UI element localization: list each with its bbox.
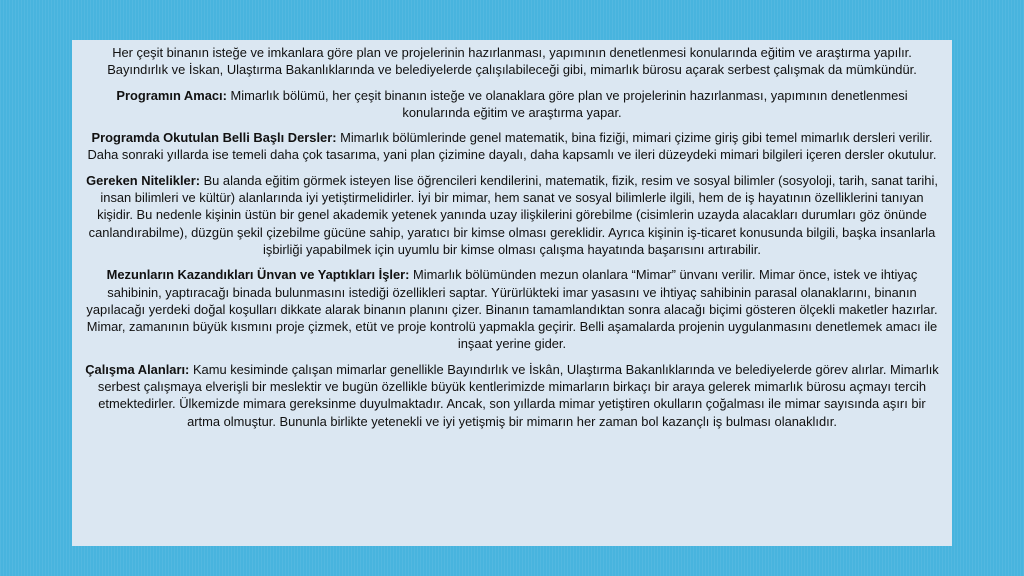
requirements-paragraph [84, 172, 940, 258]
work-areas-text: Kamu kesiminde çalışan mimarlar genellikle Bayındırlık ve İskân, Ulaştırma Bakanlıklarında ve belediyelerde görev alırlar. Mimarlık serbest çalışmaya elverişli bir meslektir ve bugün özellikle büyük kentlerimizde mimarların birkaçı bir araya gelerek mimarlık bürosu açmayı tercih etmektedirler. Ülkemizde mimara gereksinme duyulmaktadır. Ancak, son yıllarda mimar yetiştiren okulların çoğalması ile mimar sayısında aşırı bir artma olmuştur. Bununla birlikte yetenekli ve iyi yetişmiş bir mimarın her zaman bol kazançlı iş bulması olanaklıdır. [97, 361, 939, 429]
work-areas-paragraph [84, 361, 940, 430]
graduates-text: Mimarlık bölümünden mezun olanlara “Mimar” ünvanı verilir. Mimar önce, istek ve ihtiyaç sahibinin, yaptıracağı binada bulunmasını istediği özellikleri saptar. Yürürlükteki imar yasasını ve ihtiyaç sahibinin parasal olanaklarını, binanın yapılacağı yerdeki doğal koşulları dikkate alarak binanın planını çizer. Binanın tamamlandıktan sonra alacağı biçimi gösteren ölçekli maketler hazırlar. Mimar, zamanının büyük kısmını proje çizmek, etüt ve proje kontrolü yapmakla geçirir. Belli aşamalarda projenin uygulanmasını denetlemek amacı ile inşaat yerine gider. [86, 267, 938, 352]
program-purpose-text: Mimarlık bölümü, her çeşit binanın isteğe ve olanaklara göre plan ve projelerinin hazırlanması, yapımının denetlenmesi konularında eğitim ve araştırma yapar. [226, 87, 908, 120]
work-areas-heading: Çalışma Alanları: [85, 361, 190, 377]
graduates-paragraph [84, 266, 940, 352]
courses-paragraph [84, 129, 940, 164]
slide-text-panel [72, 40, 952, 546]
graduates-heading: Mezunların Kazandıkları Ünvan ve Yaptıkları İşler: [106, 267, 410, 283]
requirements-heading: Gereken Nitelikler: [86, 172, 200, 188]
intro-paragraph [84, 44, 940, 79]
intro-text: Her çeşit binanın isteğe ve imkanlara göre plan ve projelerinin hazırlanması, yapımının denetlenmesi konularında eğitim ve araştırma yapılır. Bayındırlık ve İskan, Ulaştırma Bakanlıklarında ve belediyelerde çalışılabileceği gibi, mimarlık bürosu açarak serbest çalışmak da mümkündür. [107, 45, 917, 78]
program-purpose-heading: Programın Amacı: [116, 87, 227, 103]
program-purpose-paragraph [84, 87, 940, 122]
requirements-text: Bu alanda eğitim görmek isteyen lise öğrencileri kendilerini, matematik, fizik, resim ve sosyal bilimler (sosyoloji, tarih, sanat tarihi, insan bilimleri ve kültür) alanlarında iyi yetiştirmelidirler. İyi bir mimar, hem sanat ve sosyal bilimlerle ilgili, hem de iş hayatının özelliklerini tanıyan kişidir. Bu nedenle kişinin üstün bir genel akademik yetenek yanında uzay ilişkilerini görebilme (cisimlerin uzayda alacakları durumları göz önünde canlandırabilme), düzgün şekil çizebilme gücüne sahip, yaratıcı bir kimse olması gereklidir. Ayrıca kişinin iş-ticaret konusunda bilgili, başka insanlarla işbirliği yapabilmek için uyumlu bir kimse olması çalışma hayatında başarısını artırabilir. [88, 172, 938, 257]
courses-heading: Programda Okutulan Belli Başlı Dersler: [91, 130, 337, 146]
courses-text: Mimarlık bölümlerinde genel matematik, bina fiziği, mimari çizime giriş gibi temel mimarlık dersleri verilir. Daha sonraki yıllarda ise temeli daha çok tasarıma, yani plan çizimine dayalı, daha kapsamlı ve ileri düzeydeki mimari bilgileri içeren dersler okutulur. [87, 130, 937, 163]
